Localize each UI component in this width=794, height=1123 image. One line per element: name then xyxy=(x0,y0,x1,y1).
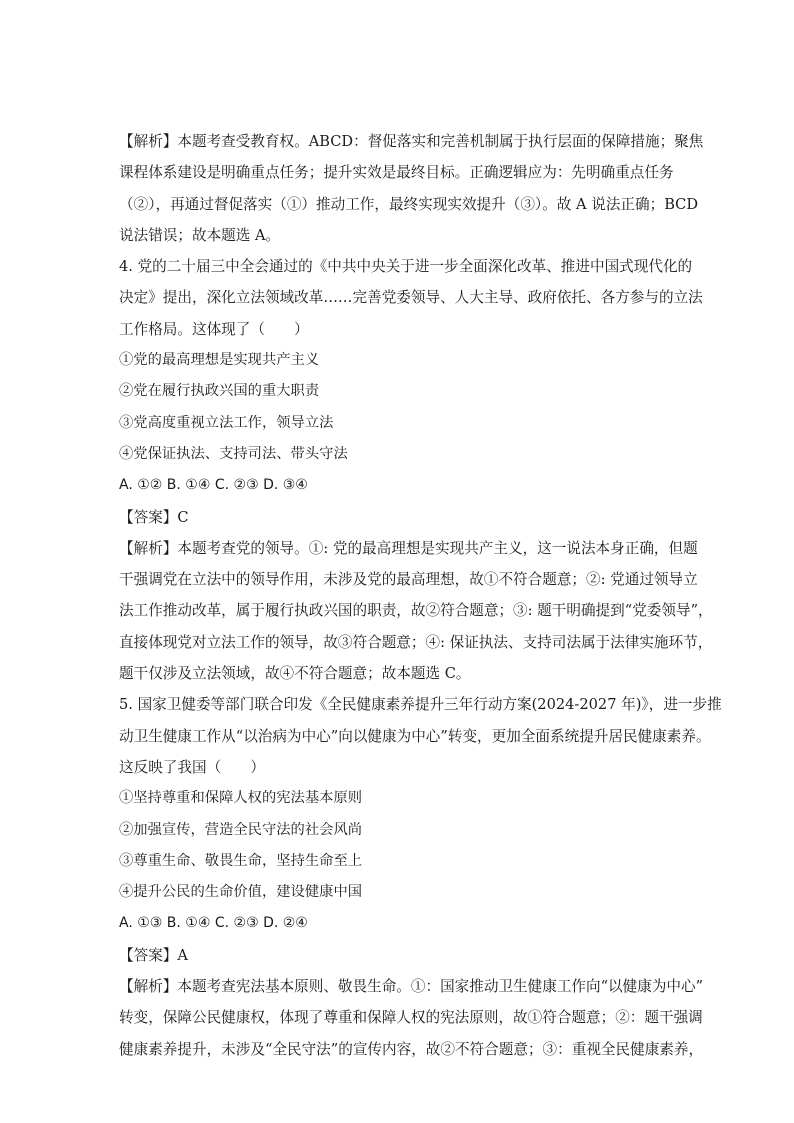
question-stem-line: 决定》提出，深化立法领域改革……完善党委领导、人大主导、政府依托、各方参与的立法 xyxy=(119,289,703,307)
statement-3: ③尊重生命、敬畏生命，坚持生命至上 xyxy=(119,852,363,869)
text-line: 【解析】本题考查受教育权。ABCD：督促落实和完善机制属于执行层面的保障措施；聚焦 xyxy=(119,133,704,150)
text-line: 说法错误；故本题选 A。 xyxy=(119,226,281,244)
question-5-choices: A. ①③ B. ①④ C. ②③ D. ②④ xyxy=(119,915,308,932)
question-4 xyxy=(119,251,703,501)
question-stem-line: 动卫生健康工作从“以治病为中心”向以健康为中心”转变，更加全面系统提升居民健康素养。 xyxy=(119,727,711,745)
statement-1: ①党的最高理想是实现共产主义 xyxy=(119,352,320,369)
question-stem-line: 工作格局。这体现了（ ） xyxy=(119,320,309,338)
answer-q5 xyxy=(119,940,679,971)
text-line: 健康素养提升，未涉及“全民守法”的宣传内容，故②不符合题意；③：重视全民健康素养， xyxy=(119,1040,704,1058)
question-5-statements xyxy=(119,783,679,908)
question-4-statements xyxy=(119,345,679,470)
answer-line: 【答案】A xyxy=(119,946,188,964)
text-line: 【解析】本题考查党的领导。①: 党的最高理想是实现共产主义，这一说法本身正确，但题 xyxy=(119,539,698,557)
text-line: （②），再通过督促落实（①）推动工作，最终实现实效提升（③）。故 A 说法正确；BCD xyxy=(119,195,699,213)
text-line: 法工作推动改革，属于履行执政兴国的职责，故②符合题意；③: 题干明确提到“党委领导”， xyxy=(119,602,713,620)
statement-3: ③党高度重视立法工作，领导立法 xyxy=(119,414,334,431)
text-line: 课程体系建设是明确重点任务；提升实效是最终目标。正确逻辑应为：先明确重点任务 xyxy=(119,164,674,182)
text-line: 直接体现党对立法工作的领导，故③符合题意；④: 保证执法、支持司法属于法律实施环节， xyxy=(119,633,713,651)
statement-2: ②加强宣传，营造全民守法的社会风尚 xyxy=(119,821,363,838)
statement-4: ④提升公民的生命价值，建设健康中国 xyxy=(119,884,363,901)
statement-2: ②党在履行执政兴国的重大职责 xyxy=(119,383,320,400)
question-stem-line: 这反映了我国（ ） xyxy=(119,758,265,776)
question-4-choices: A. ①② B. ①④ C. ②③ D. ③④ xyxy=(119,477,308,494)
analysis-block-q5 xyxy=(119,971,704,1065)
answer-line: 【答案】C xyxy=(119,508,189,526)
question-stem-line: 5. 国家卫健委等部门联合印发《全民健康素养提升三年行动方案(2024-2027 年)》，进一步推 xyxy=(119,696,722,714)
text-line: 【解析】本题考查宪法基本原则、敬畏生命。①：国家推动卫生健康工作向“以健康为中心” xyxy=(119,978,704,996)
question-stem-line: 4. 党的二十届三中全会通过的《中共中央关于进一步全面深化改革、推进中国式现代化的 xyxy=(119,258,693,276)
statement-4: ④党保证执法、支持司法、带头守法 xyxy=(119,445,348,462)
statement-1: ①坚持尊重和保障人权的宪法基本原则 xyxy=(119,790,363,807)
analysis-block-q3 xyxy=(119,126,704,251)
text-line: 题干仅涉及立法领域，故④不符合题意；故本题选 C。 xyxy=(119,665,471,683)
document-content xyxy=(119,126,722,1065)
answer-q4 xyxy=(119,502,679,533)
text-line: 转变，保障公民健康权，体现了尊重和保障人权的宪法原则，故①符合题意；②：题干强调 xyxy=(119,1009,703,1027)
analysis-block-q4 xyxy=(119,533,713,689)
question-5 xyxy=(119,689,722,939)
text-line: 干强调党在立法中的领导作用，未涉及党的最高理想，故①不符合题意；②: 党通过领导立 xyxy=(119,571,698,589)
